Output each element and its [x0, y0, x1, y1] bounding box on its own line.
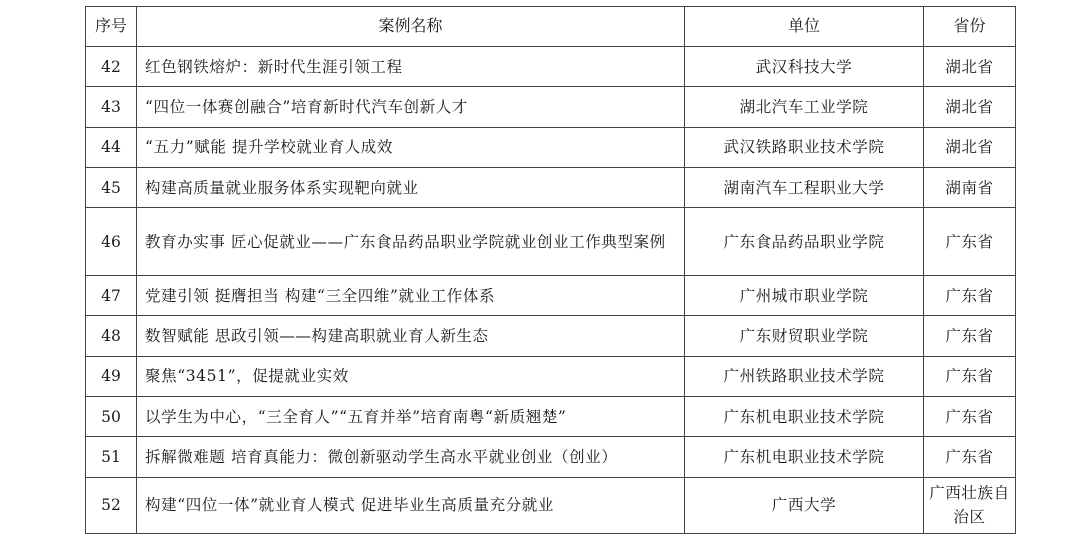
row-no: 48: [86, 316, 137, 356]
row-province: 湖北省: [924, 87, 1016, 127]
table-row: [86, 316, 1016, 356]
row-province: 广东省: [924, 276, 1016, 316]
table-row: [86, 47, 1016, 87]
row-province: 广东省: [924, 316, 1016, 356]
table-header-row: [86, 7, 1016, 47]
table-row: [86, 208, 1016, 276]
table-row: [86, 356, 1016, 396]
row-unit: 广东食品药品职业学院: [685, 208, 924, 276]
row-province: 广东省: [924, 356, 1016, 396]
row-case-name: 党建引领 挺膺担当 构建“三全四维”就业工作体系: [137, 276, 685, 316]
row-unit: 广州城市职业学院: [685, 276, 924, 316]
row-unit: 武汉科技大学: [685, 47, 924, 87]
header-unit: 单位: [685, 7, 924, 47]
row-unit: 湖北汽车工业学院: [685, 87, 924, 127]
case-table: [85, 6, 1016, 534]
row-no: 50: [86, 397, 137, 437]
header-province: 省份: [924, 7, 1016, 47]
row-case-name: 以学生为中心，“三全育人”“五育并举”培育南粤“新质翘楚”: [137, 397, 685, 437]
row-unit: 广西大学: [685, 477, 924, 533]
row-province: 湖北省: [924, 127, 1016, 167]
row-unit: 广东机电职业技术学院: [685, 397, 924, 437]
table-row: [86, 127, 1016, 167]
case-table-container: [85, 6, 1015, 534]
table-row: [86, 276, 1016, 316]
row-case-name: “五力”赋能 提升学校就业育人成效: [137, 127, 685, 167]
table-row: [86, 437, 1016, 477]
row-province: 广西壮族自治区: [924, 477, 1016, 533]
table-row: [86, 167, 1016, 207]
row-province: 湖北省: [924, 47, 1016, 87]
row-case-name: 拆解微难题 培育真能力：微创新驱动学生高水平就业创业（创业）: [137, 437, 685, 477]
row-province: 广东省: [924, 397, 1016, 437]
row-unit: 广东财贸职业学院: [685, 316, 924, 356]
row-no: 42: [86, 47, 137, 87]
row-unit: 广州铁路职业技术学院: [685, 356, 924, 396]
row-case-name: 数智赋能 思政引领——构建高职就业育人新生态: [137, 316, 685, 356]
row-no: 52: [86, 477, 137, 533]
row-case-name: 构建“四位一体”就业育人模式 促进毕业生高质量充分就业: [137, 477, 685, 533]
row-no: 46: [86, 208, 137, 276]
row-no: 44: [86, 127, 137, 167]
header-case-name: 案例名称: [137, 7, 685, 47]
table-row: [86, 477, 1016, 533]
row-case-name: 红色钢铁熔炉：新时代生涯引领工程: [137, 47, 685, 87]
row-province: 广东省: [924, 208, 1016, 276]
row-case-name: “四位一体赛创融合”培育新时代汽车创新人才: [137, 87, 685, 127]
row-case-name: 构建高质量就业服务体系实现靶向就业: [137, 167, 685, 207]
row-no: 47: [86, 276, 137, 316]
row-unit: 广东机电职业技术学院: [685, 437, 924, 477]
row-province: 湖南省: [924, 167, 1016, 207]
table-row: [86, 87, 1016, 127]
row-no: 45: [86, 167, 137, 207]
row-no: 43: [86, 87, 137, 127]
row-province: 广东省: [924, 437, 1016, 477]
row-no: 51: [86, 437, 137, 477]
row-unit: 武汉铁路职业技术学院: [685, 127, 924, 167]
header-no: 序号: [86, 7, 137, 47]
row-no: 49: [86, 356, 137, 396]
table-row: [86, 397, 1016, 437]
row-unit: 湖南汽车工程职业大学: [685, 167, 924, 207]
row-case-name: 教育办实事 匠心促就业——广东食品药品职业学院就业创业工作典型案例: [137, 208, 685, 276]
row-case-name: 聚焦“3451”，促提就业实效: [137, 356, 685, 396]
